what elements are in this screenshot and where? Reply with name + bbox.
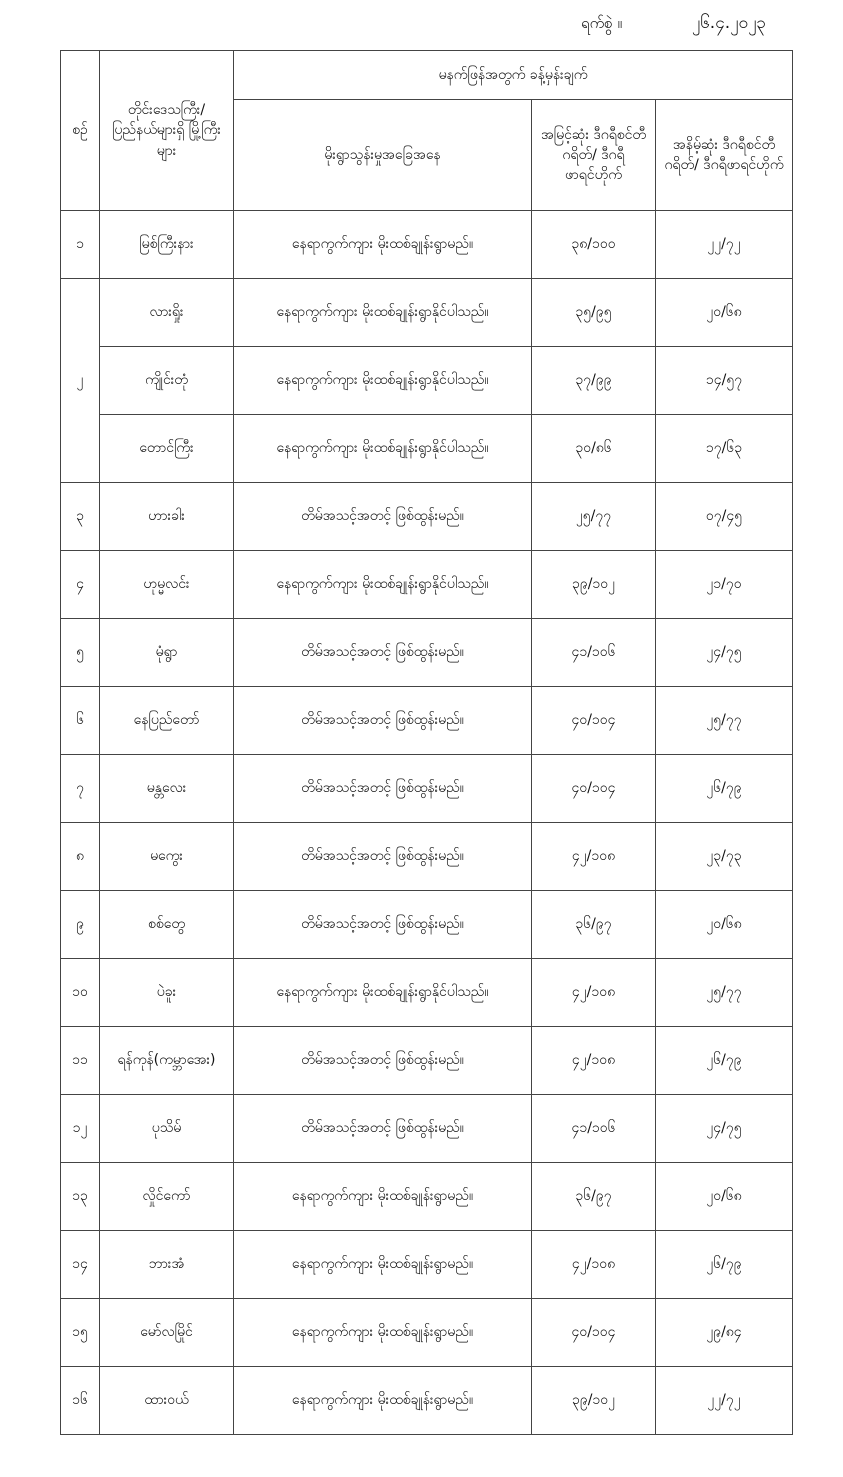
city-cell: ဟုမ္မလင်း	[100, 551, 234, 619]
max-temp-cell: ၃၆/၉၇	[532, 891, 656, 959]
serial-cell: ၂	[61, 279, 100, 483]
serial-cell: ၄	[61, 551, 100, 619]
max-temp-cell: ၃၇/၉၉	[532, 347, 656, 415]
condition-cell: နေရာကွက်ကျား မိုးထစ်ချုန်းရွာနိုင်ပါသည်။	[234, 551, 532, 619]
condition-cell: နေရာကွက်ကျား မိုးထစ်ချုန်းရွာနိုင်ပါသည်။	[234, 415, 532, 483]
header-city: တိုင်းဒေသကြီး/ ပြည်နယ်များရှိ မြို့ကြီးများ	[100, 51, 234, 211]
serial-cell: ၁၂	[61, 1095, 100, 1163]
serial-cell: ၁	[61, 211, 100, 279]
max-temp-cell: ၄၁/၁၀၆	[532, 619, 656, 687]
serial-cell: ၁၄	[61, 1231, 100, 1299]
table-row	[61, 959, 793, 1027]
condition-cell: နေရာကွက်ကျား မိုးထစ်ချုန်းရွာနိုင်ပါသည်။	[234, 959, 532, 1027]
min-temp-cell: ၂၀/၆၈	[656, 1163, 793, 1231]
condition-cell: တိမ်အသင့်အတင့် ဖြစ်ထွန်းမည်။	[234, 891, 532, 959]
table-row	[61, 1367, 793, 1435]
city-cell: လှိုင်ကော်	[100, 1163, 234, 1231]
min-temp-cell: ၂၂/၇၂	[656, 211, 793, 279]
city-cell: ပုသိမ်	[100, 1095, 234, 1163]
table-row	[61, 483, 793, 551]
condition-cell: တိမ်အသင့်အတင့် ဖြစ်ထွန်းမည်။	[234, 687, 532, 755]
table-row	[61, 1299, 793, 1367]
header-serial: စဉ်	[61, 51, 100, 211]
max-temp-cell: ၄၂/၁၀၈	[532, 1231, 656, 1299]
condition-cell: နေရာကွက်ကျား မိုးထစ်ချုန်းရွာမည်။	[234, 1299, 532, 1367]
city-cell: မုံရွာ	[100, 619, 234, 687]
table-row	[61, 891, 793, 959]
table-row	[61, 1027, 793, 1095]
max-temp-cell: ၄၂/၁၀၈	[532, 1027, 656, 1095]
city-cell: ထားဝယ်	[100, 1367, 234, 1435]
min-temp-cell: ၂၆/၇၉	[656, 755, 793, 823]
max-temp-cell: ၄၂/၁၀၈	[532, 959, 656, 1027]
city-cell: ကျိုင်းတုံ	[100, 347, 234, 415]
max-temp-cell: ၄၀/၁၀၄	[532, 687, 656, 755]
serial-cell: ၁၃	[61, 1163, 100, 1231]
header-condition: မိုးရွာသွန်းမှုအခြေအနေ	[234, 100, 532, 211]
min-temp-cell: ၂၂/၇၂	[656, 1367, 793, 1435]
min-temp-cell: ၂၅/၇၇	[656, 687, 793, 755]
condition-cell: နေရာကွက်ကျား မိုးထစ်ချုန်းရွာမည်။	[234, 1163, 532, 1231]
date-label: ရက်စွဲ ။	[580, 14, 622, 32]
date-line	[60, 0, 792, 50]
city-cell: ရန်ကုန်(ကမ္ဘာအေး)	[100, 1027, 234, 1095]
date-value: ၂၆.၄.၂၀၂၃	[691, 13, 766, 33]
condition-cell: တိမ်အသင့်အတင့် ဖြစ်ထွန်းမည်။	[234, 1095, 532, 1163]
forecast-table	[60, 50, 793, 1435]
max-temp-cell: ၃၉/၁၀၂	[532, 1367, 656, 1435]
max-temp-cell: ၃၉/၁၀၂	[532, 551, 656, 619]
max-temp-cell: ၃၀/၈၆	[532, 415, 656, 483]
table-row	[61, 279, 793, 347]
table-row	[61, 687, 793, 755]
serial-cell: ၁၁	[61, 1027, 100, 1095]
serial-cell: ၉	[61, 891, 100, 959]
max-temp-cell: ၄၁/၁၀၆	[532, 1095, 656, 1163]
min-temp-cell: ၁၄/၅၇	[656, 347, 793, 415]
city-cell: မန္တလေး	[100, 755, 234, 823]
serial-cell: ၇	[61, 755, 100, 823]
condition-cell: နေရာကွက်ကျား မိုးထစ်ချုန်းရွာမည်။	[234, 211, 532, 279]
max-temp-cell: ၂၅/၇၇	[532, 483, 656, 551]
serial-cell: ၁၅	[61, 1299, 100, 1367]
serial-cell: ၁၆	[61, 1367, 100, 1435]
condition-cell: တိမ်အသင့်အတင့် ဖြစ်ထွန်းမည်။	[234, 619, 532, 687]
min-temp-cell: ၂၆/၇၉	[656, 1027, 793, 1095]
max-temp-cell: ၄၂/၁၀၈	[532, 823, 656, 891]
city-cell: မြစ်ကြီးနား	[100, 211, 234, 279]
min-temp-cell: ၂၆/၇၉	[656, 1231, 793, 1299]
serial-cell: ၃	[61, 483, 100, 551]
table-row	[61, 1231, 793, 1299]
condition-cell: နေရာကွက်ကျား မိုးထစ်ချုန်းရွာနိုင်ပါသည်။	[234, 279, 532, 347]
min-temp-cell: ၂၀/၆၈	[656, 279, 793, 347]
serial-cell: ၁၀	[61, 959, 100, 1027]
serial-cell: ၆	[61, 687, 100, 755]
min-temp-cell: ၀၇/၄၅	[656, 483, 793, 551]
max-temp-cell: ၃၆/၉၇	[532, 1163, 656, 1231]
condition-cell: တိမ်အသင့်အတင့် ဖြစ်ထွန်းမည်။	[234, 483, 532, 551]
max-temp-cell: ၃၈/၁၀၀	[532, 211, 656, 279]
serial-cell: ၈	[61, 823, 100, 891]
table-row	[61, 415, 793, 483]
condition-cell: တိမ်အသင့်အတင့် ဖြစ်ထွန်းမည်။	[234, 755, 532, 823]
header-max-temp: အမြင့်ဆုံး ဒီဂရီစင်တီဂရိတ်/ ဒီဂရီဖာရင်ဟိုက်	[532, 100, 656, 211]
header-min-temp: အနိမ့်ဆုံး ဒီဂရီစင်တီဂရိတ်/ ဒီဂရီဖာရင်ဟိုက်	[656, 100, 793, 211]
min-temp-cell: ၂၀/၆၈	[656, 891, 793, 959]
min-temp-cell: ၂၄/၇၅	[656, 1095, 793, 1163]
table-row	[61, 211, 793, 279]
max-temp-cell: ၃၅/၉၅	[532, 279, 656, 347]
min-temp-cell: ၂၃/၇၃	[656, 823, 793, 891]
condition-cell: တိမ်အသင့်အတင့် ဖြစ်ထွန်းမည်။	[234, 823, 532, 891]
table-row	[61, 347, 793, 415]
min-temp-cell: ၂၉/၈၄	[656, 1299, 793, 1367]
city-cell: ဘားအံ	[100, 1231, 234, 1299]
condition-cell: နေရာကွက်ကျား မိုးထစ်ချုန်းရွာမည်။	[234, 1231, 532, 1299]
serial-cell: ၅	[61, 619, 100, 687]
condition-cell: နေရာကွက်ကျား မိုးထစ်ချုန်းရွာမည်။	[234, 1367, 532, 1435]
city-cell: ဟားခါး	[100, 483, 234, 551]
condition-cell: တိမ်အသင့်အတင့် ဖြစ်ထွန်းမည်။	[234, 1027, 532, 1095]
min-temp-cell: ၂၄/၇၅	[656, 619, 793, 687]
max-temp-cell: ၄၀/၁၀၄	[532, 1299, 656, 1367]
min-temp-cell: ၂၁/၇၀	[656, 551, 793, 619]
city-cell: နေပြည်တော်	[100, 687, 234, 755]
min-temp-cell: ၂၅/၇၇	[656, 959, 793, 1027]
header-forecast-group: မနက်ဖြန်အတွက် ခန့်မှန်းချက်	[234, 51, 793, 100]
city-cell: လားရှိုး	[100, 279, 234, 347]
city-cell: တောင်ကြီး	[100, 415, 234, 483]
table-row	[61, 823, 793, 891]
city-cell: ပဲခူး	[100, 959, 234, 1027]
max-temp-cell: ၄၀/၁၀၄	[532, 755, 656, 823]
min-temp-cell: ၁၇/၆၃	[656, 415, 793, 483]
table-row	[61, 619, 793, 687]
city-cell: မော်လမြိုင်	[100, 1299, 234, 1367]
table-row	[61, 755, 793, 823]
city-cell: စစ်တွေ	[100, 891, 234, 959]
city-cell: မကွေး	[100, 823, 234, 891]
table-row	[61, 1095, 793, 1163]
table-row	[61, 1163, 793, 1231]
condition-cell: နေရာကွက်ကျား မိုးထစ်ချုန်းရွာနိုင်ပါသည်။	[234, 347, 532, 415]
table-row	[61, 551, 793, 619]
